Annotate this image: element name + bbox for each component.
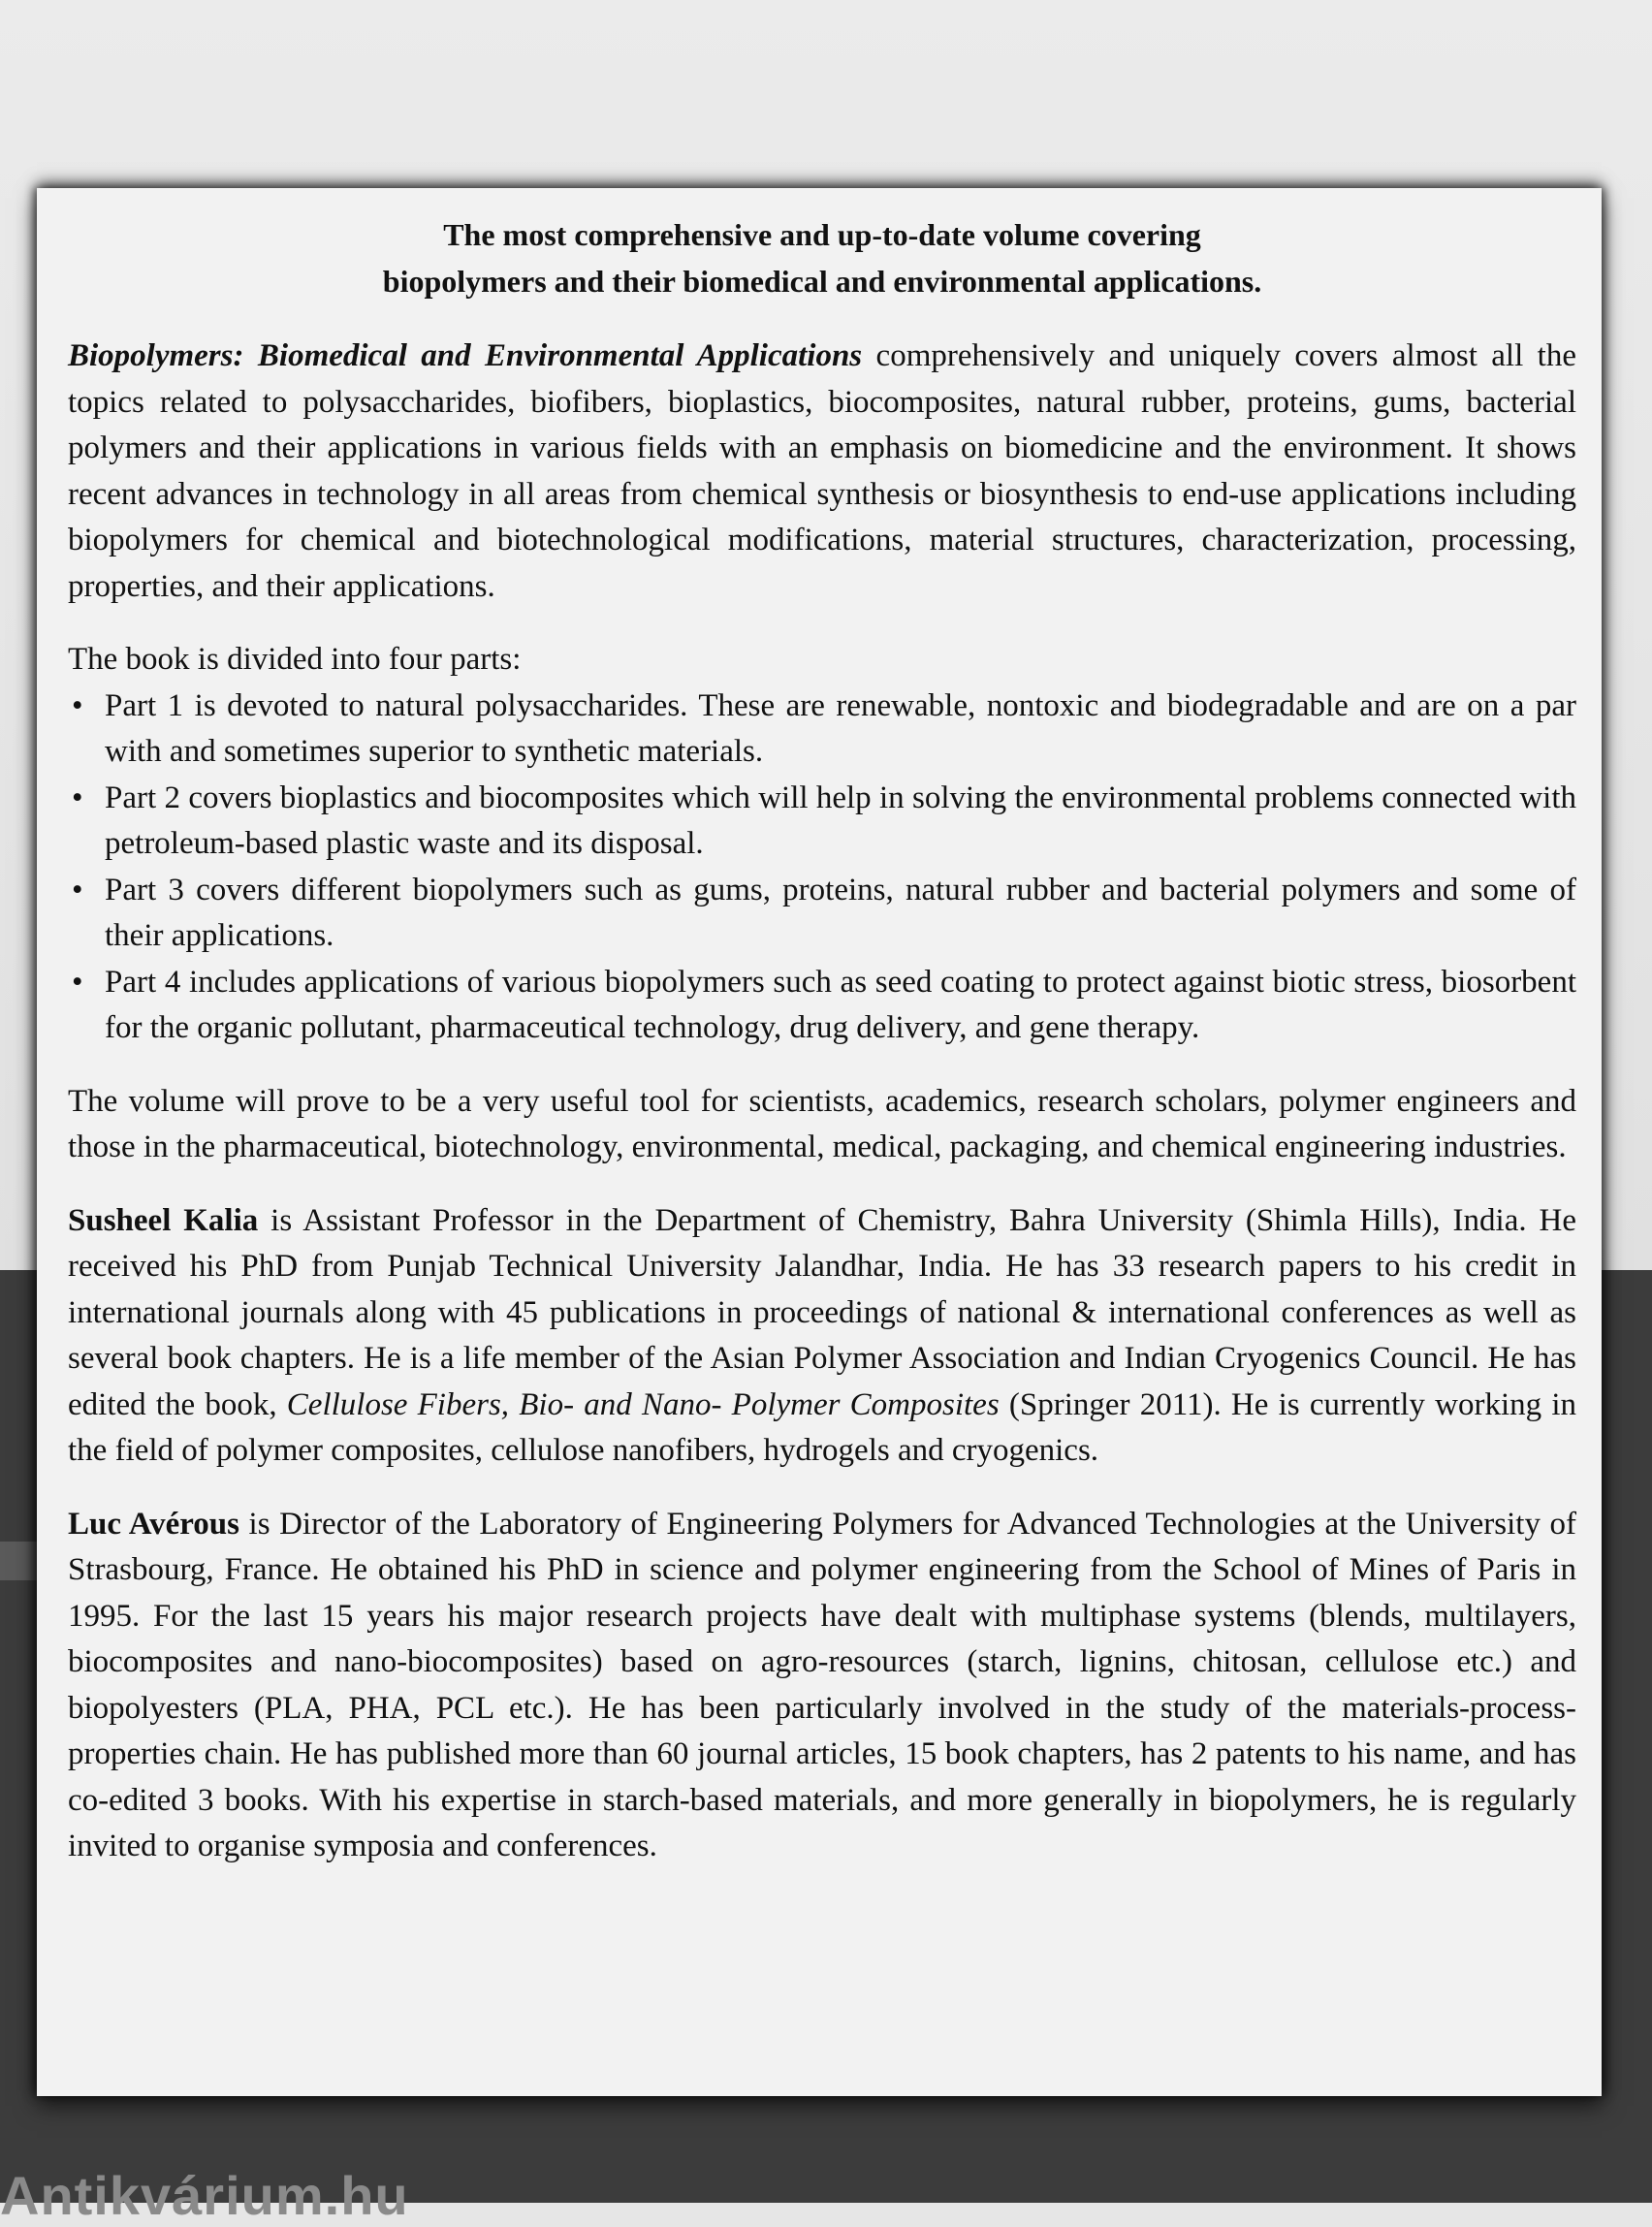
- intro-paragraph: [68, 334, 1576, 610]
- book-title: Biopolymers: Biomedical and Environmental Applications: [68, 338, 863, 373]
- headline-line-2: biopolymers and their biomedical and environmental applications.: [382, 264, 1262, 299]
- author-1-name: Susheel Kalia: [68, 1202, 259, 1238]
- list-item: • Part 1 is devoted to natural polysaccharides. These are renewable, nontoxic and biodegradable and are on a par with and sometimes superior to synthetic materials.: [68, 684, 1576, 776]
- headline: [68, 211, 1576, 304]
- list-item: • Part 2 covers bioplastics and biocomposites which will help in solving the environmental problems connected with petroleum-based plastic waste and its disposal.: [68, 776, 1576, 868]
- list-item: • Part 3 covers different biopolymers such as gums, proteins, natural rubber and bacterial polymers and some of their applications.: [68, 868, 1576, 960]
- list-item: • Part 4 includes applications of various biopolymers such as seed coating to protect against biotic stress, biosorbent for the organic pollutant, pharmaceutical technology, drug delivery, and gene therapy.: [68, 960, 1576, 1052]
- headline-line-1: The most comprehensive and up-to-date volume covering: [443, 217, 1201, 252]
- watermark: Antikvárium.hu: [0, 2165, 409, 2226]
- author-1-bio: [68, 1198, 1576, 1475]
- author-1-text-a: is Assistant Professor in the Department of Chemistry, Bahra University (Shimla Hills), India. He received his PhD from Punjab Technical University Jalandhar, India. He has 33 research papers to his credit in international journals along with 45 publications in proceedings of national & international conferences as well as several book chapters. He is a life member of the Asian Polymer Association and Indian Cryogenics Council. He has edited the book,: [68, 1202, 1576, 1422]
- author-1-text-b: (Springer 2011). He is currently working in the field of polymer composites, cellulose nanofibers, hydrogels and cryogenics.: [68, 1386, 1576, 1468]
- author-2-text: is Director of the Laboratory of Engineering Polymers for Advanced Technologies at the University of Strasbourg, France. He obtained his PhD in science and polymer engineering from the School of Mines of Paris in 1995. For the last 15 years his major research projects have dealt with multiphase systems (blends, multilayers, biocomposites and nano-biocomposites) based on agro-resources (starch, lignins, chitosan, cellulose etc.) and biopolyesters (PLA, PHA, PCL etc.). He has been particularly involved in the study of the materials-process-properties chain. He has published more than 60 journal articles, 15 book chapters, has 2 patents to his name, and has co-edited 3 books. With his expertise in starch-based materials, and more generally in biopolymers, he is regularly invited to organise symposia and conferences.: [68, 1506, 1576, 1863]
- author-2-bio: [68, 1502, 1576, 1870]
- back-cover-text-card: [37, 188, 1602, 2096]
- author-1-book: Cellulose Fibers, Bio- and Nano- Polymer Composites: [286, 1386, 1000, 1422]
- audience-paragraph: The volume will prove to be a very useful tool for scientists, academics, research scholars, polymer engineers and those in the pharmaceutical, biotechnology, environmental, medical, packaging, and chemical engineering industries.: [68, 1083, 1576, 1164]
- author-2-name: Luc Avérous: [68, 1506, 239, 1542]
- parts-lead: The book is divided into four parts:: [68, 642, 522, 677]
- parts-list: [68, 684, 1576, 1052]
- intro-text: comprehensively and uniquely covers almost all the topics related to polysaccharides, biofibers, bioplastics, biocomposites, natural rubber, proteins, gums, bacterial polymers and their applications in various fields with an emphasis on biomedicine and the environment. It shows recent advances in technology in all areas from chemical synthesis or biosynthesis to end-use applications including biopolymers for chemical and biotechnological modifications, material structures, characterization, processing, properties, and their applications.: [68, 338, 1576, 604]
